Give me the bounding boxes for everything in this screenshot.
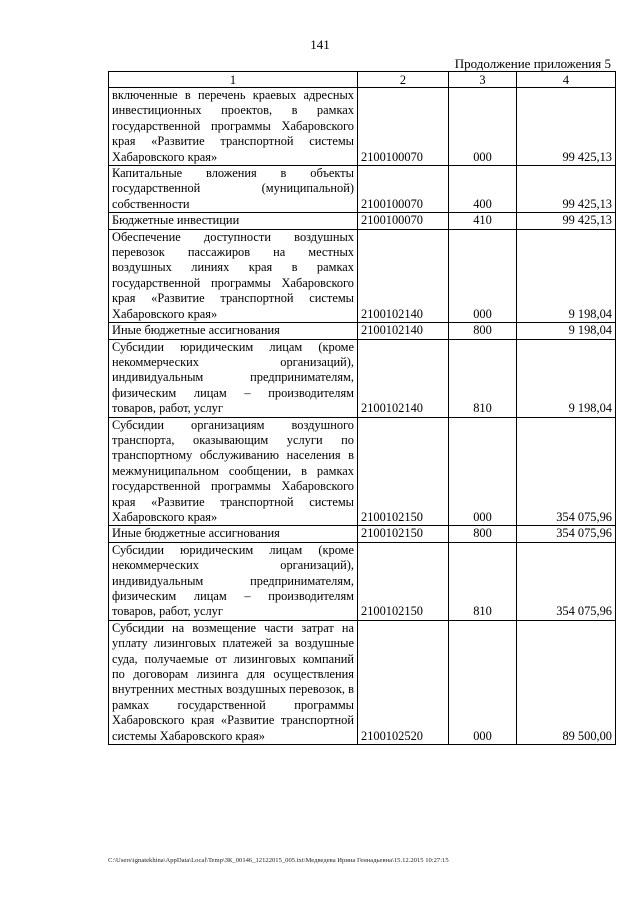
table-row — [109, 88, 616, 166]
row-code: 2100102520 — [358, 620, 449, 744]
row-name: Обеспечение доступности воздушных перевозок пассажиров на местных воздушных линиях края в рамках государственной программы Хабаровского края «Развитие транспортной системы Хабаровского края» — [109, 229, 358, 322]
row-code: 2100102140 — [358, 229, 449, 322]
row-amount: 99 425,13 — [517, 166, 616, 213]
row-name: Иные бюджетные ассигнования — [109, 323, 358, 339]
table-row — [109, 229, 616, 322]
row-name: Бюджетные инвестиции — [109, 213, 358, 229]
footer-file-path: C:\Users\ignatekhina\AppData\Local\Temp\ЗК_00146_12122015_005.txt\Медведева Ирина Геннадьевна\15.12.2015 10:27:15 — [108, 857, 449, 864]
row-type: 400 — [449, 166, 517, 213]
row-code: 2100100070 — [358, 88, 449, 166]
column-header-3: 3 — [449, 72, 517, 88]
row-type: 800 — [449, 323, 517, 339]
row-amount: 99 425,13 — [517, 88, 616, 166]
column-header-4: 4 — [517, 72, 616, 88]
row-code: 2100100070 — [358, 213, 449, 229]
row-type: 000 — [449, 88, 517, 166]
page-number: 141 — [310, 37, 330, 52]
row-amount: 99 425,13 — [517, 213, 616, 229]
row-type: 800 — [449, 526, 517, 542]
table-row — [109, 620, 616, 744]
row-amount: 354 075,96 — [517, 417, 616, 526]
row-type: 000 — [449, 229, 517, 322]
row-code: 2100102150 — [358, 417, 449, 526]
row-amount: 9 198,04 — [517, 323, 616, 339]
row-type: 810 — [449, 542, 517, 620]
column-header-2: 2 — [358, 72, 449, 88]
row-code: 2100102140 — [358, 323, 449, 339]
row-name: включенные в перечень краевых адресных инвестиционных проектов, в рамках государственной программы Хабаровского края «Развитие транспортной системы Хабаровского края» — [109, 88, 358, 166]
table-row — [109, 213, 616, 229]
row-code: 2100102150 — [358, 542, 449, 620]
row-code: 2100102150 — [358, 526, 449, 542]
row-code: 2100102140 — [358, 339, 449, 417]
table-row — [109, 526, 616, 542]
budget-table — [108, 71, 616, 745]
row-amount: 354 075,96 — [517, 542, 616, 620]
table-row — [109, 542, 616, 620]
row-name: Субсидии на возмещение части затрат на уплату лизинговых платежей за воздушные суда, получаемые от лизинговых компаний по договорам лизинга для осуществления внутренних местных воздушных перевозок, в рамках государственной программы Хабаровского края «Развитие транспортной системы Хабаровского края» — [109, 620, 358, 744]
table-row — [109, 339, 616, 417]
row-type: 000 — [449, 620, 517, 744]
row-name: Субсидии организациям воздушного транспорта, оказывающим услуги по транспортному обслуживанию населения в межмуниципальном сообщении, в рамках государственной программы Хабаровского края «Развитие транспортной системы Хабаровского края» — [109, 417, 358, 526]
row-code: 2100100070 — [358, 166, 449, 213]
row-amount: 354 075,96 — [517, 526, 616, 542]
table-row — [109, 323, 616, 339]
row-type: 810 — [449, 339, 517, 417]
column-header-1: 1 — [109, 72, 358, 88]
table-row — [109, 417, 616, 526]
row-name: Субсидии юридическим лицам (кроме некоммерческих организаций), индивидуальным предпринимателям, физическим лицам – производителям товаров, работ, услуг — [109, 339, 358, 417]
row-name: Капитальные вложения в объекты государственной (муниципальной) собственности — [109, 166, 358, 213]
row-name: Иные бюджетные ассигнования — [109, 526, 358, 542]
row-type: 410 — [449, 213, 517, 229]
row-amount: 9 198,04 — [517, 229, 616, 322]
row-type: 000 — [449, 417, 517, 526]
header-row — [109, 72, 616, 88]
table-row — [109, 166, 616, 213]
row-name: Субсидии юридическим лицам (кроме некоммерческих организаций), индивидуальным предпринимателям, физическим лицам – производителям товаров, работ, услуг — [109, 542, 358, 620]
continuation-label: Продолжение приложения 5 — [454, 56, 611, 71]
row-amount: 89 500,00 — [517, 620, 616, 744]
row-amount: 9 198,04 — [517, 339, 616, 417]
